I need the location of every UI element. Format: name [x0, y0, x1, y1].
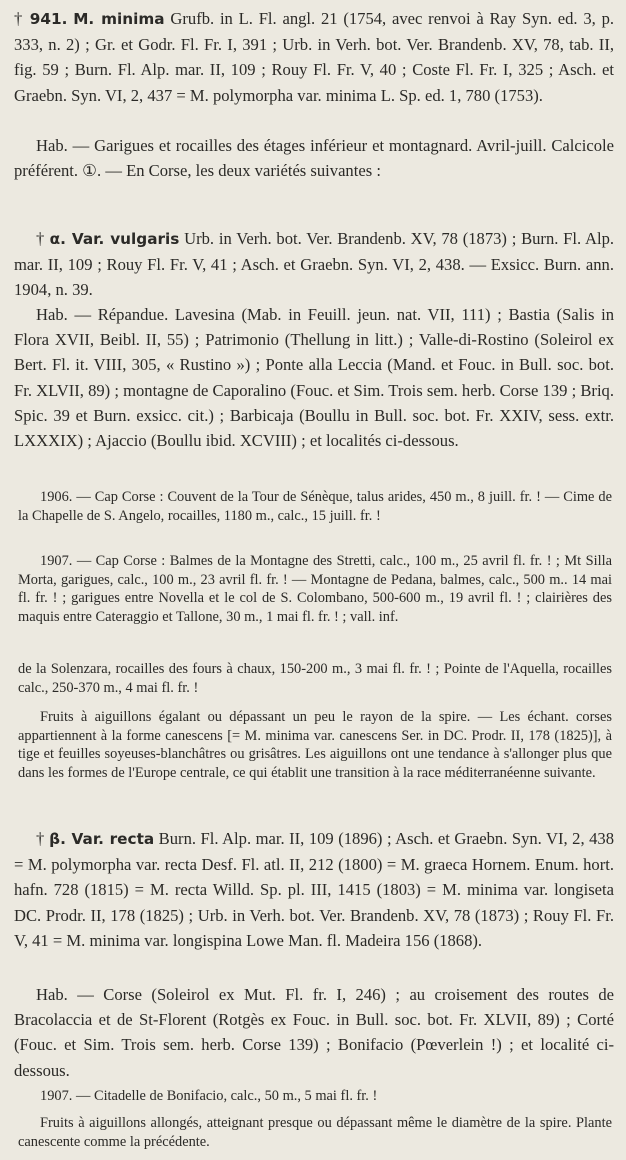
species-number: 941.	[29, 10, 68, 28]
obs-1907-part1: 1907. — Cap Corse : Balmes de la Montagne des Stretti, calc., 100 m., 25 avril fl. fr. ! ; Mt Silla Morta, garigues, calc., 100 m., 23 avril fl. fr. ! — Montagne de Pedana, balmes, calc., 500 m.. 14 mai fl. fr. ! ; garigues entre Novella et le col de S. Colombano, 500-600 m., 19 avril fl. ! ; clairières des maquis entre Cateraggio et Tallone, 30 m., 1 mai fl. fr. ! ; vall. inf.	[18, 553, 612, 625]
variety-alpha-habitat: Hab. — Répandue. Lavesina (Mab. in Feuill. jeun. nat. VII, 111) ; Bastia (Salis in Flora XVII, Beibl. II, 55) ; Patrimonio (Thellung in litt.) ; Valle-di-Rostino (Soleirol ex Bert. Fl. it. VIII, 305, « Rustino ») ; Ponte alla Leccia (Mand. et Fouc. in Bull. soc. bot. Fr. XLVII, 89) ; montagne de Caporalino (Fouc. et Sim. Trois sem. herb. Corse 139 ; Briq. Spic. 39 et Burn. exsicc. cit.) ; Barbicaja (Boullu in Bull. soc. bot. Fr. XXIV, sess. extr. LXXXIX) ; Ajaccio (Boullu ibid. XCVIII) ; et localités ci-dessous.	[14, 305, 614, 451]
entry-941	[14, 6, 614, 108]
variety-beta-note: Fruits à aiguillons allongés, atteignant presque ou dépassant même le diamètre de la spire. Plante canescente comme la précédente.	[18, 1115, 612, 1150]
variety-alpha-citation: Urb. in Verh. bot. Ver. Brandenb. XV, 78 (1873) ; Burn. Fl. Alp. mar. II, 109 ; Rouy Fl. Fr. V, 41 ; Asch. et Graebn. Syn. VI, 2, 438. — Exsicc. Burn. ann. 1904, n. 39.	[14, 229, 615, 300]
variety-beta-habitat: Hab. — Corse (Soleirol ex Mut. Fl. fr. I, 246) ; au croisement des routes de Bracolaccia et de St-Florent (Rotgès ex Fouc. in Bull. soc. bot. Fr. XLVII, 89) ; Corté (Fouc. et Sim. Trois sem. herb. Corse 139) ; Bonifacio (Pœverlein !) ; et localité ci-dessous.	[14, 985, 614, 1080]
obs-beta-1907: 1907. — Citadelle de Bonifacio, calc., 50 m., 5 mai fl. fr. !	[40, 1088, 378, 1104]
obs-1906: 1906. — Cap Corse : Couvent de la Tour de Sénèque, talus arides, 450 m., 8 juill. fr. ! — Cime de la Chapelle de S. Angelo, rocailles, 1180 m., calc., 15 juill. fr. !	[18, 489, 612, 524]
entry-941-habitat: Hab. — Garigues et rocailles des étages inférieur et montagnard. Avril-juill. Calcicole préférent. ①. — En Corse, les deux variétés suivantes :	[14, 136, 614, 181]
variety-alpha-note: Fruits à aiguillons égalant ou dépassant un peu le rayon de la spire. — Les échant. corses appartiennent à la forme canescens [= M. minima var. canescens Ser. in DC. Prodr. II, 178 (1825)], à tige et feuilles soyeuses-blanchâtres ou grisâtres. Les aiguillons ont une tendance à s'allonger plus que dans les formes de l'Europe centrale, ce qui établit une transition à la race méditerranéenne suivante.	[18, 709, 612, 781]
dagger-symbol: †	[14, 9, 24, 28]
variety-beta-label: β. Var. recta	[49, 830, 155, 848]
variety-alpha-heading	[14, 226, 614, 303]
variety-beta-heading	[14, 826, 614, 953]
dagger-symbol: †	[36, 229, 45, 248]
variety-alpha-label: α. Var. vulgaris	[49, 230, 180, 248]
species-name: M. minima	[73, 10, 165, 28]
species-citation: Grufb. in L. Fl. angl. 21 (1754, avec renvoi à Ray Syn. ed. 3, p. 333, n. 2) ; Gr. et Godr. Fl. Fr. I, 391 ; Urb. in Verh. bot. Ver. Brandenb. XV, 78, tab. II, fig. 59 ; Burn. Fl. Alp. mar. II, 109 ; Rouy Fl. Fr. V, 40 ; Coste Fl. Fr. I, 325 ; Asch. et Graebn. Syn. VI, 2, 437 = M. polymorpha var. minima L. Sp. ed. 1, 780 (1753).	[14, 9, 615, 105]
variety-beta-citation: Burn. Fl. Alp. mar. II, 109 (1896) ; Asch. et Graebn. Syn. VI, 2, 438 = M. polymorpha var. recta Desf. Fl. atl. II, 212 (1800) = M. graeca Hornem. Enum. hort. hafn. 728 (1815) = M. recta Willd. Sp. pl. III, 1415 (1803) = M. minima var. longiseta DC. Prodr. II, 178 (1825) ; Urb. in Verh. bot. Ver. Brandenb. XV, 78 (1873) ; Rouy Fl. Fr. V, 41 = M. minima var. longispina Lowe Man. fl. Madeira 156 (1868).	[14, 829, 614, 950]
dagger-symbol: †	[36, 829, 45, 848]
obs-1907-part2: de la Solenzara, rocailles des fours à chaux, 150-200 m., 3 mai fl. fr. ! ; Pointe de l'Aquella, rocailles calc., 250-370 m., 4 mai fl. fr. !	[18, 661, 612, 696]
